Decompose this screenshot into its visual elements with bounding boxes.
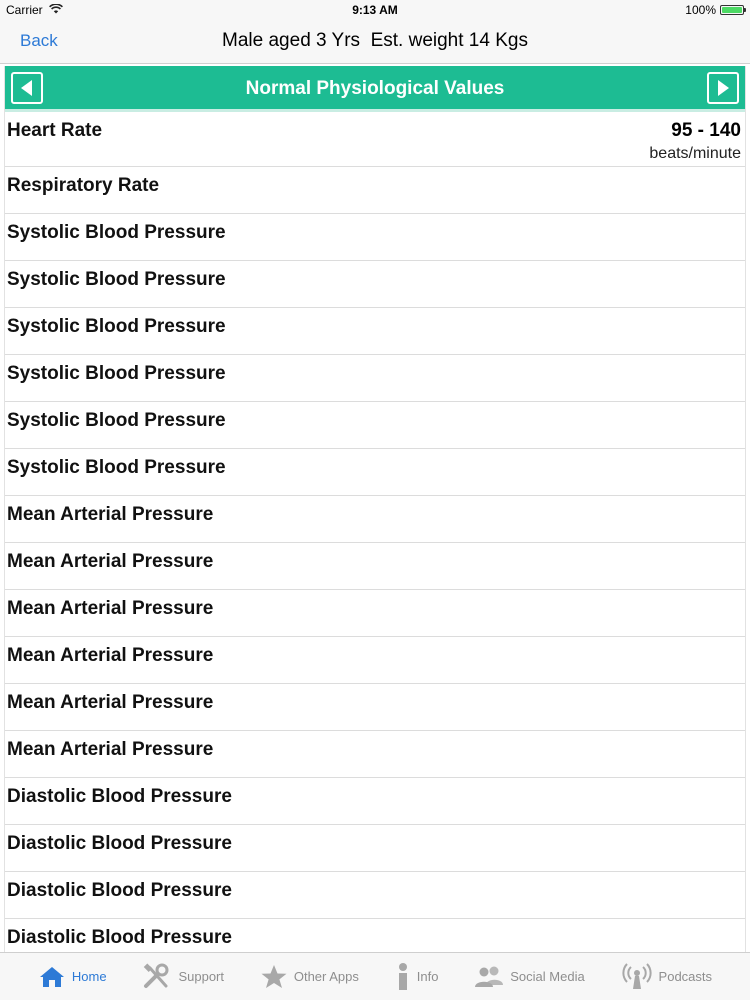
navigation-bar: [0, 20, 750, 64]
row-label: Heart Rate: [7, 120, 103, 141]
row-label: Systolic Blood Pressure: [7, 222, 226, 243]
list-item[interactable]: [5, 684, 745, 731]
tab-label: Home: [71, 969, 107, 984]
list-item[interactable]: [5, 778, 745, 825]
tab-label: Info: [416, 969, 439, 984]
row-label: Mean Arterial Pressure: [7, 645, 214, 666]
status-bar: [0, 0, 750, 20]
row-label: Systolic Blood Pressure: [7, 457, 226, 478]
list-item[interactable]: [5, 449, 745, 496]
battery-percent: 100%: [685, 3, 716, 17]
section-header: [5, 66, 745, 112]
tab-support[interactable]: [142, 962, 224, 992]
battery-fill: [722, 7, 742, 13]
tab-other-apps[interactable]: [260, 963, 359, 991]
battery-icon: [720, 5, 744, 15]
list-item[interactable]: [5, 590, 745, 637]
row-unit: beats/minute: [649, 145, 741, 162]
tab-label: Support: [178, 969, 224, 984]
star-icon: [260, 963, 288, 991]
row-label: Systolic Blood Pressure: [7, 410, 226, 431]
values-list: [5, 112, 745, 952]
list-item[interactable]: [5, 919, 745, 952]
list-item[interactable]: [5, 402, 745, 449]
row-label: Systolic Blood Pressure: [7, 316, 226, 337]
row-label: Mean Arterial Pressure: [7, 739, 214, 760]
row-label: Systolic Blood Pressure: [7, 363, 226, 384]
list-item[interactable]: [5, 543, 745, 590]
row-label: Mean Arterial Pressure: [7, 692, 214, 713]
carrier-label: Carrier: [6, 3, 43, 17]
tab-podcasts[interactable]: [621, 963, 712, 991]
tab-label: Other Apps: [293, 969, 359, 984]
tab-bar: [0, 952, 750, 1000]
list-item[interactable]: [5, 214, 745, 261]
tab-social-media[interactable]: [474, 965, 584, 989]
status-time: 9:13 AM: [352, 3, 398, 17]
content-area[interactable]: [4, 66, 746, 952]
home-icon: [38, 965, 66, 989]
tools-icon: [142, 962, 172, 992]
row-label: Mean Arterial Pressure: [7, 551, 214, 572]
list-item[interactable]: [5, 261, 745, 308]
back-button[interactable]: Back: [20, 31, 58, 50]
tab-info[interactable]: [395, 962, 439, 992]
row-label: Diastolic Blood Pressure: [7, 880, 232, 901]
next-button[interactable]: [707, 72, 739, 104]
list-item[interactable]: [5, 731, 745, 778]
section-title: Normal Physiological Values: [245, 78, 505, 99]
tab-home[interactable]: [38, 965, 107, 989]
row-label: Diastolic Blood Pressure: [7, 833, 232, 854]
right-arrow-icon: [715, 79, 731, 97]
row-label: Mean Arterial Pressure: [7, 504, 214, 525]
tab-label: Podcasts: [658, 969, 713, 984]
list-item[interactable]: [5, 308, 745, 355]
list-item[interactable]: [5, 872, 745, 919]
row-value: 95 - 140: [671, 120, 741, 141]
row-label: Mean Arterial Pressure: [7, 598, 214, 619]
list-item[interactable]: [5, 825, 745, 872]
list-item[interactable]: [5, 355, 745, 402]
podcast-icon: [621, 963, 653, 991]
info-icon: [395, 962, 411, 992]
status-right: [685, 3, 744, 17]
tab-label: Social Media: [510, 969, 585, 984]
people-icon: [474, 965, 504, 989]
list-item[interactable]: [5, 637, 745, 684]
list-item[interactable]: [5, 496, 745, 543]
list-item[interactable]: [5, 112, 745, 167]
nav-title: Male aged 3 Yrs Est. weight 14 Kgs: [222, 30, 528, 51]
row-label: Systolic Blood Pressure: [7, 269, 226, 290]
list-item[interactable]: [5, 167, 745, 214]
row-label: Diastolic Blood Pressure: [7, 786, 232, 807]
row-label: Diastolic Blood Pressure: [7, 927, 232, 948]
row-label: Respiratory Rate: [7, 175, 160, 196]
